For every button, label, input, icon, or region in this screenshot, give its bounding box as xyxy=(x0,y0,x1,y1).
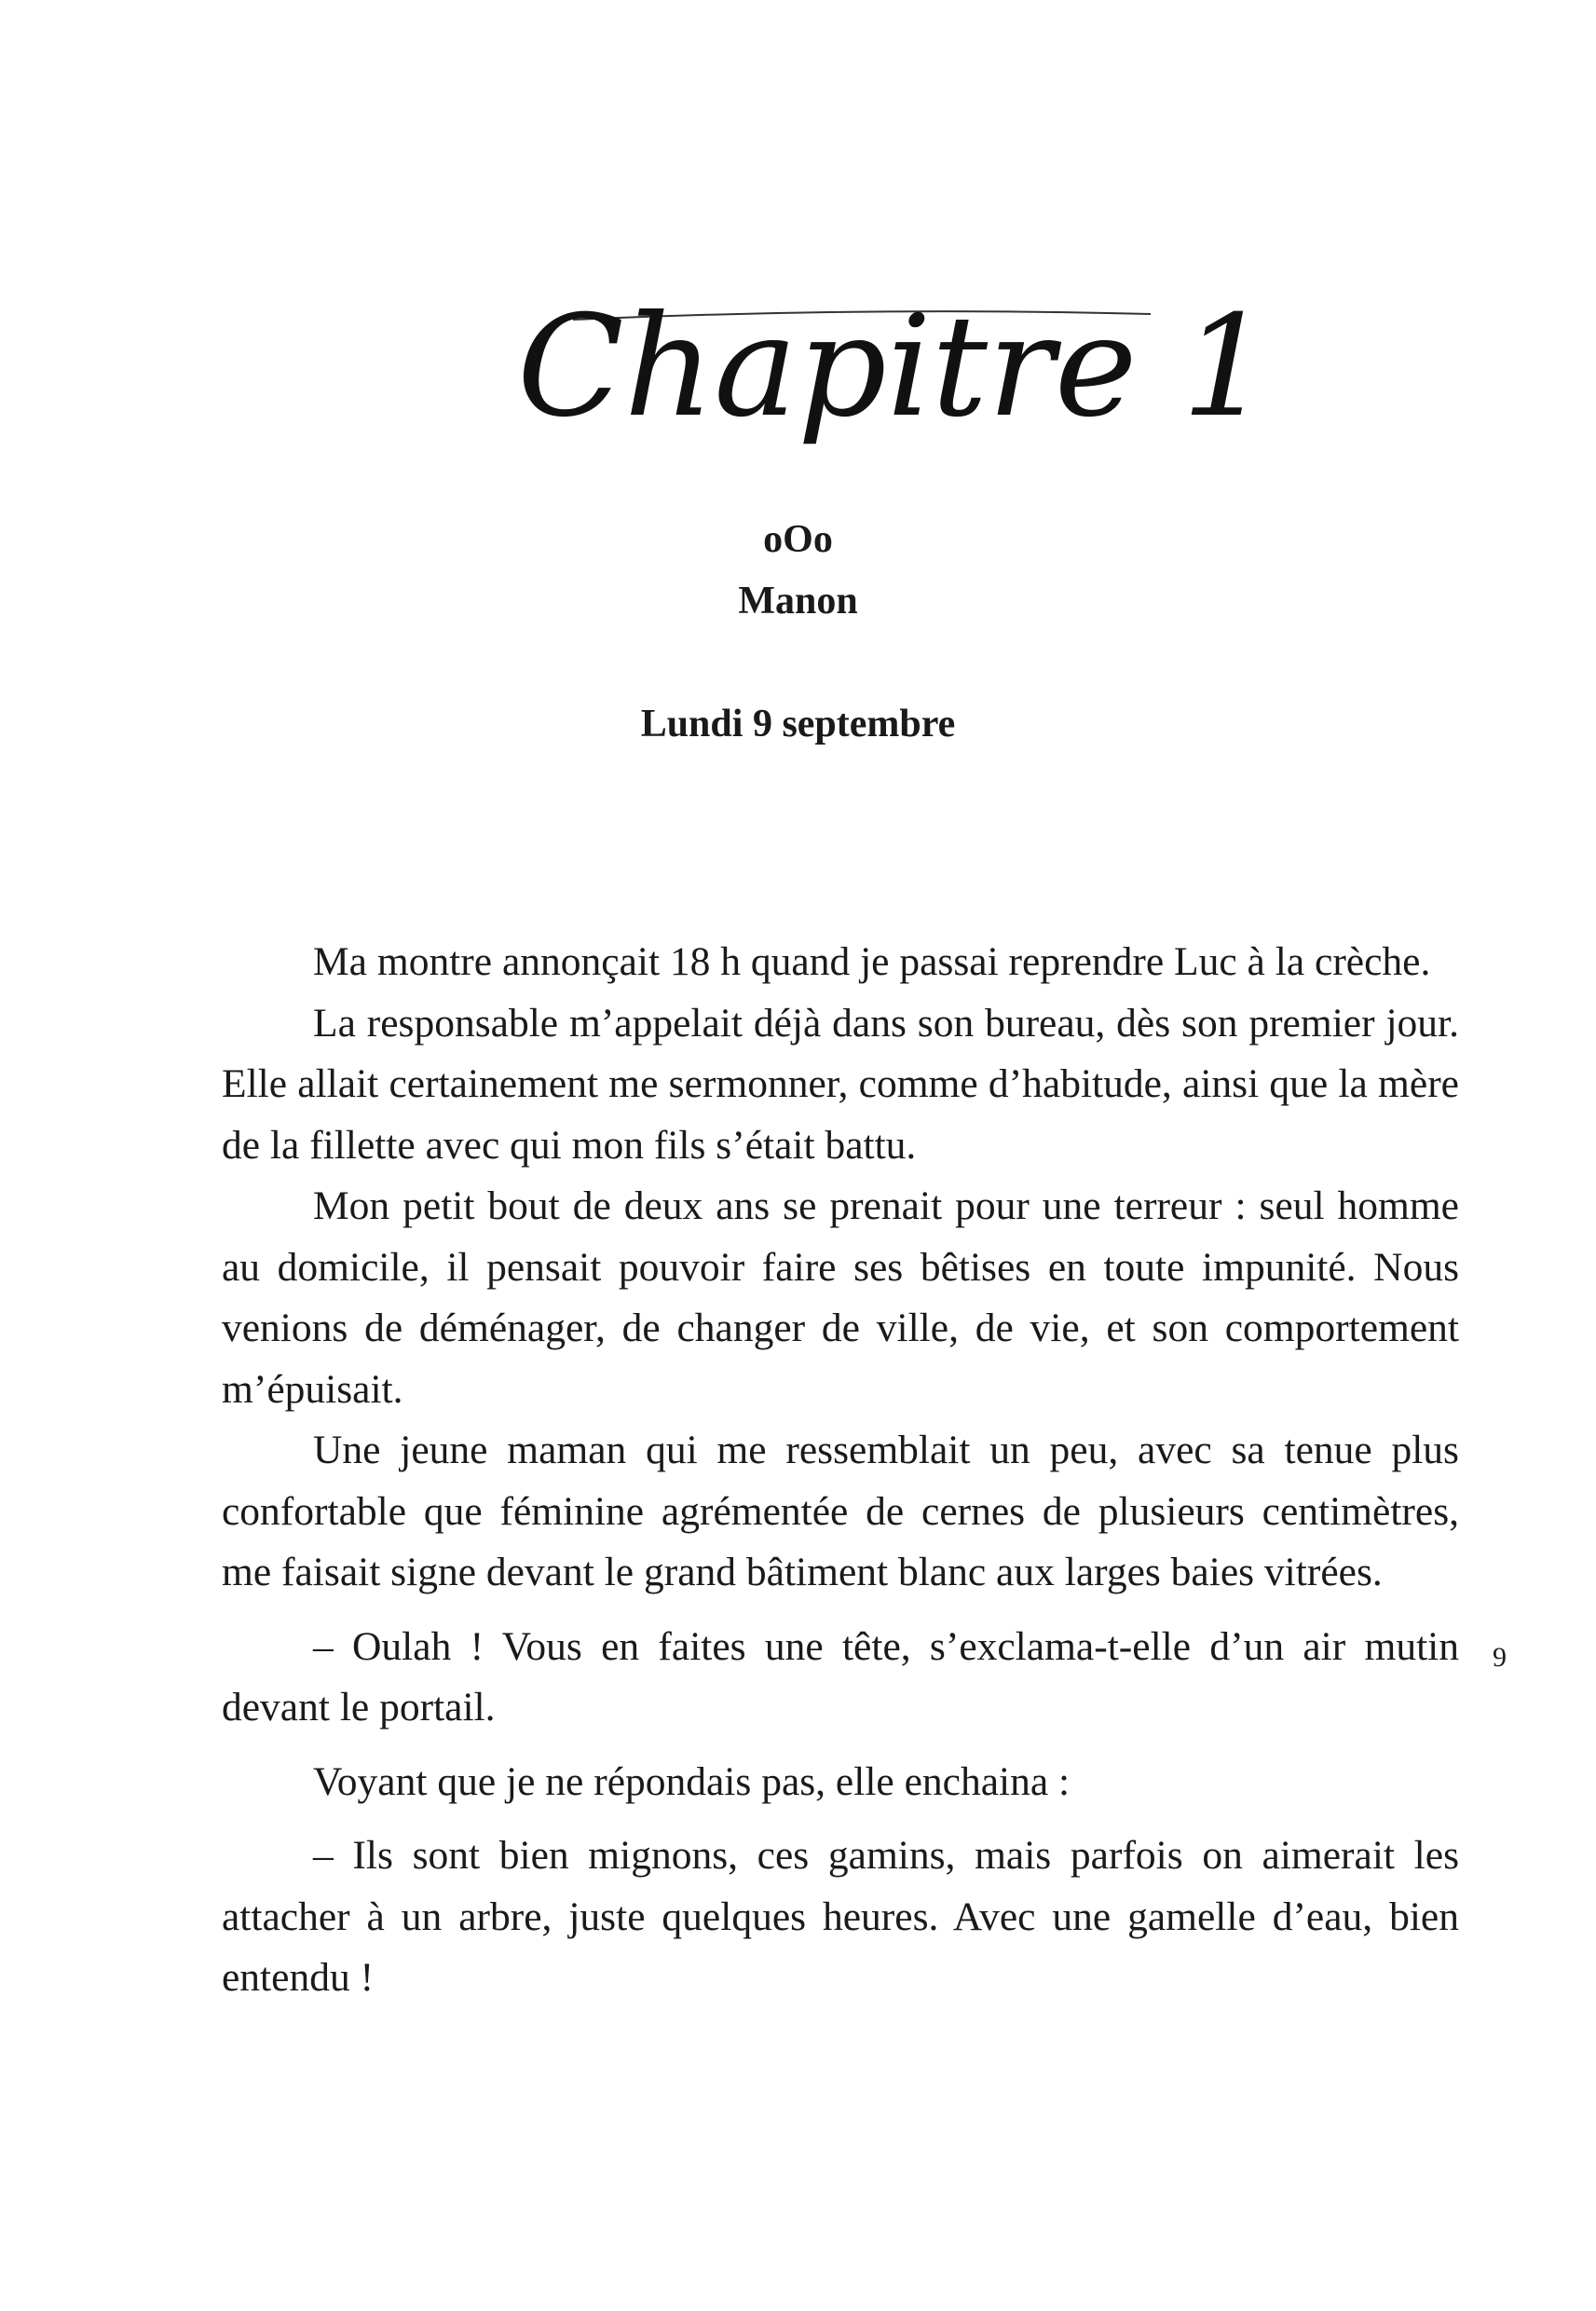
paragraph: Mon petit bout de deux ans se prenait pour une terreur : seul homme au domicile, il pensait pouvoir faire ses bêtises en toute impunité. Nous venions de déménager, de changer de ville, de vie, et son comportement m’épuisait. xyxy=(222,1183,1459,1412)
paragraph: Une jeune maman qui me ressemblait un peu, avec sa tenue plus confortable que féminine agrémentée de cernes de plusieurs centimètres, me faisait signe devant le grand bâtiment blanc aux larges baies vitrées. xyxy=(222,1428,1459,1594)
chapter-body xyxy=(222,932,1459,2009)
chapter-heading-lettering xyxy=(517,275,1271,461)
page-number: 9 xyxy=(1493,1642,1507,1673)
paragraph: Ma montre annonçait 18 h quand je passai reprendre Luc à la crèche. xyxy=(313,939,1431,984)
dialogue-paragraph: – Oulah ! Vous en faites une tête, s’exclama-t-elle d’un air mutin devant le portail. xyxy=(222,1623,1459,1730)
narrator-name: Manon xyxy=(738,580,858,622)
dialogue-paragraph: – Ils sont bien mignons, ces gamins, mais parfois on aimerait les attacher à un arbre, juste quelques heures. Avec une gamelle d’eau, bien entendu ! xyxy=(222,1833,1459,2000)
chapter-heading-text: Chapitre 1 xyxy=(517,286,1271,448)
chapter-heading xyxy=(517,275,1271,461)
chapter-date: Lundi 9 septembre xyxy=(640,703,956,745)
paragraph: Voyant que je ne répondais pas, elle enchaina : xyxy=(313,1758,1071,1804)
section-separator: oOo xyxy=(763,518,833,561)
paragraph: La responsable m’appelait déjà dans son bureau, dès son premier jour. Elle allait certainement me sermonner, comme d’habitude, ainsi que la mère de la fillette avec qui mon fils s’était battu. xyxy=(222,1000,1459,1168)
